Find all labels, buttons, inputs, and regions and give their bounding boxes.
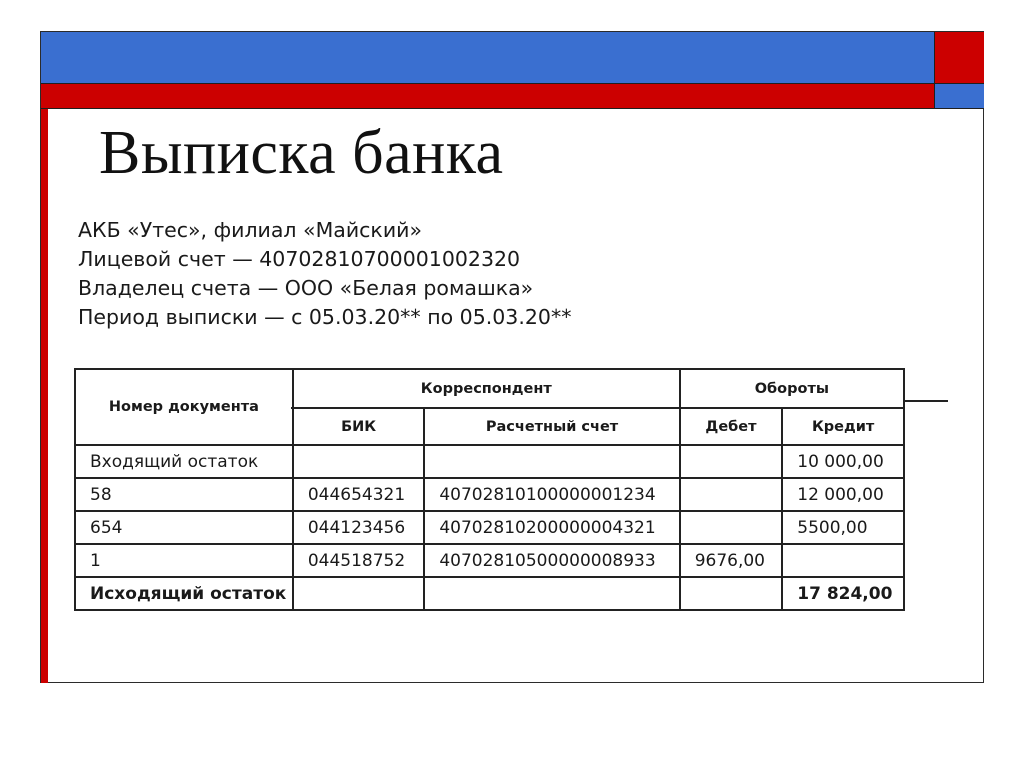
cell-bik: 044518752 (293, 544, 425, 577)
cell-doc: 58 (75, 478, 293, 511)
slide-title: Выписка банка (99, 119, 504, 187)
cell-bik (293, 445, 425, 478)
account-owner: Владелец счета — ООО «Белая ромашка» (78, 276, 534, 300)
header-turnover: Обороты (680, 369, 904, 408)
left-red-bar (41, 109, 48, 683)
header-blue-bar (41, 32, 934, 84)
cell-debit (680, 445, 783, 478)
table-row (75, 445, 904, 478)
table-row (75, 478, 904, 511)
cell-account: 40702810100000001234 (424, 478, 679, 511)
header-credit: Кредит (782, 408, 904, 445)
header-red-bar (41, 84, 934, 109)
table-row (75, 511, 904, 544)
statement-period: Период выписки — с 05.03.20** по 05.03.20** (78, 305, 572, 329)
header-account: Расчетный счет (424, 408, 679, 445)
cell-debit (680, 511, 783, 544)
cell-credit: 17 824,00 (782, 577, 904, 610)
table-header-row (75, 369, 904, 408)
header-blue-square (934, 84, 984, 109)
cell-debit (680, 577, 783, 610)
cell-doc: Входящий остаток (75, 445, 293, 478)
cell-bik: 044654321 (293, 478, 425, 511)
header-red-square (934, 32, 984, 84)
cell-account (424, 445, 679, 478)
cell-account: 40702810500000008933 (424, 544, 679, 577)
header-correspondent: Корреспондент (293, 369, 680, 408)
cell-doc: 1 (75, 544, 293, 577)
header-doc-number: Номер документа (75, 369, 293, 445)
cell-account: 40702810200000004321 (424, 511, 679, 544)
cell-account (424, 577, 679, 610)
bank-name: АКБ «Утес», филиал «Майский» (78, 218, 423, 242)
statement-info (78, 216, 571, 332)
cell-credit: 12 000,00 (782, 478, 904, 511)
table-row (75, 544, 904, 577)
header-debit: Дебет (680, 408, 783, 445)
statement-table (74, 368, 905, 611)
cell-bik: 044123456 (293, 511, 425, 544)
header-bik: БИК (293, 408, 425, 445)
cell-credit (782, 544, 904, 577)
account-number: Лицевой счет — 40702810700001002320 (78, 247, 521, 271)
table-row-total (75, 577, 904, 610)
cell-doc: Исходящий остаток (75, 577, 293, 610)
cell-debit: 9676,00 (680, 544, 783, 577)
decorative-line (904, 400, 948, 402)
cell-bik (293, 577, 425, 610)
cell-credit: 5500,00 (782, 511, 904, 544)
cell-doc: 654 (75, 511, 293, 544)
cell-credit: 10 000,00 (782, 445, 904, 478)
cell-debit (680, 478, 783, 511)
